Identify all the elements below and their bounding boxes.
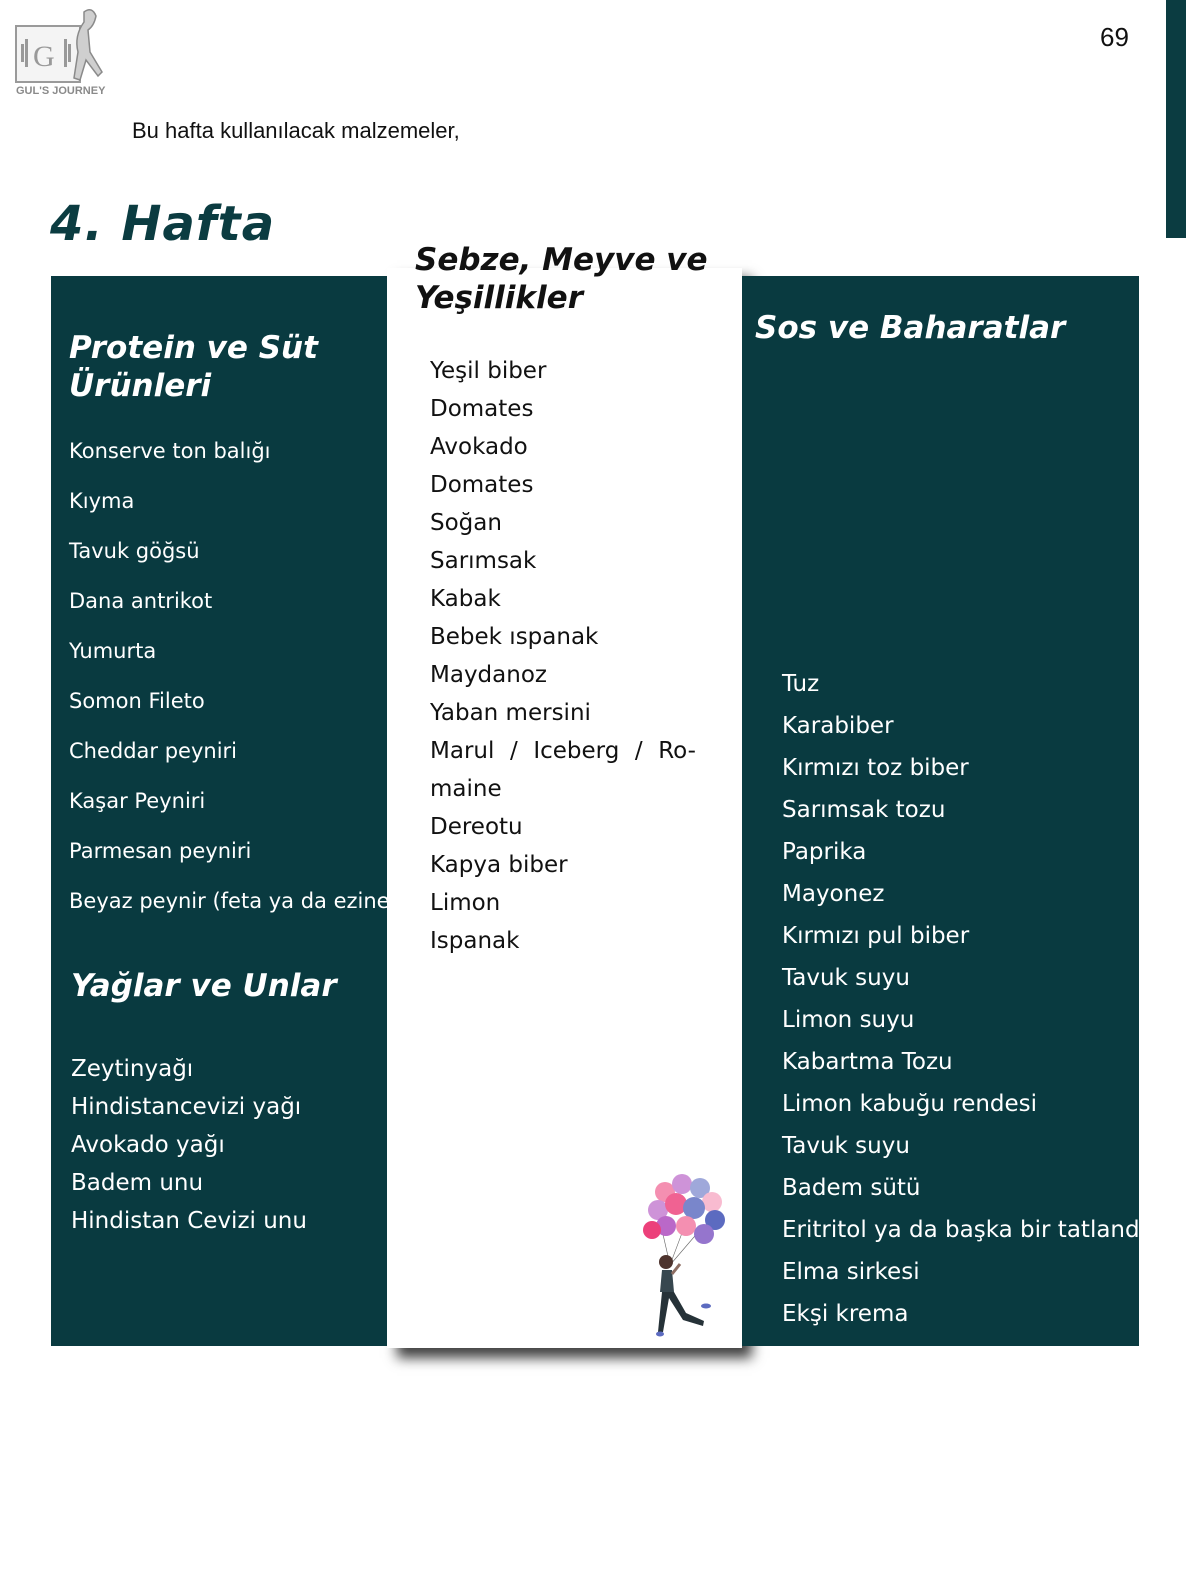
sauce-item: Sarımsak tozu [782, 797, 946, 823]
oil-item: Hindistan Cevizi unu [71, 1208, 307, 1234]
sauce-item: Kabartma Tozu [782, 1049, 953, 1075]
sauce-item: Kırmızı toz biber [782, 755, 969, 781]
sauce-item: Krema [782, 1343, 857, 1369]
vegetable-item-marul-part: Marul [430, 738, 495, 764]
week-title: 4. Hafta [50, 196, 276, 252]
sauce-item: Domates salçası [782, 1469, 971, 1495]
vegetables-heading-line2: Yeşillikler [415, 279, 583, 316]
vegetable-item-marul-part: Ro- [658, 738, 696, 764]
protein-item: Cheddar peyniri [69, 739, 238, 763]
oil-item: Hindistancevizi yağı [71, 1094, 302, 1120]
vegetable-item: Domates [430, 396, 534, 422]
vegetable-item-marul-part: / [509, 738, 518, 764]
sauces-panel [742, 276, 1181, 1579]
vegetable-item: Limon [430, 890, 501, 916]
vegetable-item-marul-part: Iceberg [533, 738, 620, 764]
sauces-list [782, 666, 1181, 1590]
protein-heading [69, 330, 318, 406]
sauce-item: Kimyon [782, 1427, 869, 1453]
sauce-item: Ranch sos [782, 1511, 899, 1537]
sauce-item: Limon suyu [782, 1007, 915, 1033]
protein-item: Kıyma [69, 489, 135, 513]
vegetable-item-marul-part: / [634, 738, 643, 764]
protein-item: Konserve ton balığı [69, 439, 271, 463]
vegetables-heading-line1: Sebze, Meyve ve [415, 242, 708, 278]
protein-list [69, 434, 398, 934]
sauce-item: Elma sirkesi [782, 1259, 920, 1285]
oil-item: Avokado yağı [71, 1132, 225, 1158]
vegetable-item: Yeşil biber [430, 358, 547, 384]
logo-mark: G [33, 40, 55, 73]
vegetables-heading [415, 242, 708, 318]
sauce-item: Tuz [782, 671, 820, 697]
sauce-item: Ekşi krema [782, 1301, 909, 1327]
vegetable-item: Domates [430, 472, 534, 498]
vegetable-item: Bebek ıspanak [430, 624, 599, 650]
sauce-item: Tavuk suyu [782, 1133, 910, 1159]
page-edge-bar [1166, 0, 1186, 238]
protein-heading-line2: Ürünleri [69, 367, 212, 404]
protein-item: Beyaz peynir (feta ya da ezine) [69, 889, 398, 913]
vegetables-list [430, 354, 696, 962]
sauce-item: Limon kabuğu rendesi [782, 1091, 1038, 1117]
protein-item: Tavuk göğsü [69, 539, 200, 563]
oils-list [71, 1052, 307, 1242]
vegetable-item: Dereotu [430, 814, 523, 840]
guls-journey-logo [12, 4, 112, 100]
intro-text: Bu hafta kullanılacak malzemeler, [132, 118, 460, 143]
vegetable-item-marul [430, 734, 696, 772]
vegetable-item: Ispanak [430, 928, 520, 954]
protein-item: Yumurta [69, 639, 157, 663]
protein-heading-line1: Protein ve Süt [69, 330, 318, 366]
sauce-item: Tavuk suyu [782, 965, 910, 991]
protein-item: Dana antrikot [69, 589, 213, 613]
sauce-item: Paprika [782, 839, 867, 865]
sauce-item: Eritritol ya da başka bir tatlandırıcı [782, 1217, 1181, 1243]
oils-heading: Yağlar ve Unlar [71, 968, 337, 1004]
sauce-item: Mayonez [782, 881, 885, 907]
sauce-item: Karabiber [782, 713, 894, 739]
protein-item: Kaşar Peyniri [69, 789, 206, 813]
balloon-girl-illustration [640, 1170, 740, 1345]
protein-item: Somon Fileto [69, 689, 205, 713]
vegetable-item: Soğan [430, 510, 502, 536]
sauce-item: Kırmızı pul biber [782, 923, 970, 949]
sauce-item: Badem sütü [782, 1175, 921, 1201]
oil-item: Badem unu [71, 1170, 204, 1196]
vegetable-item: Yaban mersini [430, 700, 591, 726]
vegetable-item: Sarımsak [430, 548, 537, 574]
page-number: 69 [1100, 22, 1129, 52]
oil-item: Zeytinyağı [71, 1056, 194, 1082]
vegetable-item-continued: maine [430, 776, 502, 802]
sauce-item: Vanilya özütü [782, 1385, 937, 1411]
sauces-heading: Sos ve Baharatlar [755, 310, 1066, 346]
logo-text: GUL'S JOURNEY [16, 85, 106, 97]
sauce-item: Jalapeno Ranch sos [782, 1553, 1005, 1579]
vegetable-item: Kapya biber [430, 852, 568, 878]
vegetable-item: Kabak [430, 586, 501, 612]
vegetable-item: Avokado [430, 434, 528, 460]
vegetable-item: Maydanoz [430, 662, 547, 688]
protein-item: Parmesan peyniri [69, 839, 252, 863]
